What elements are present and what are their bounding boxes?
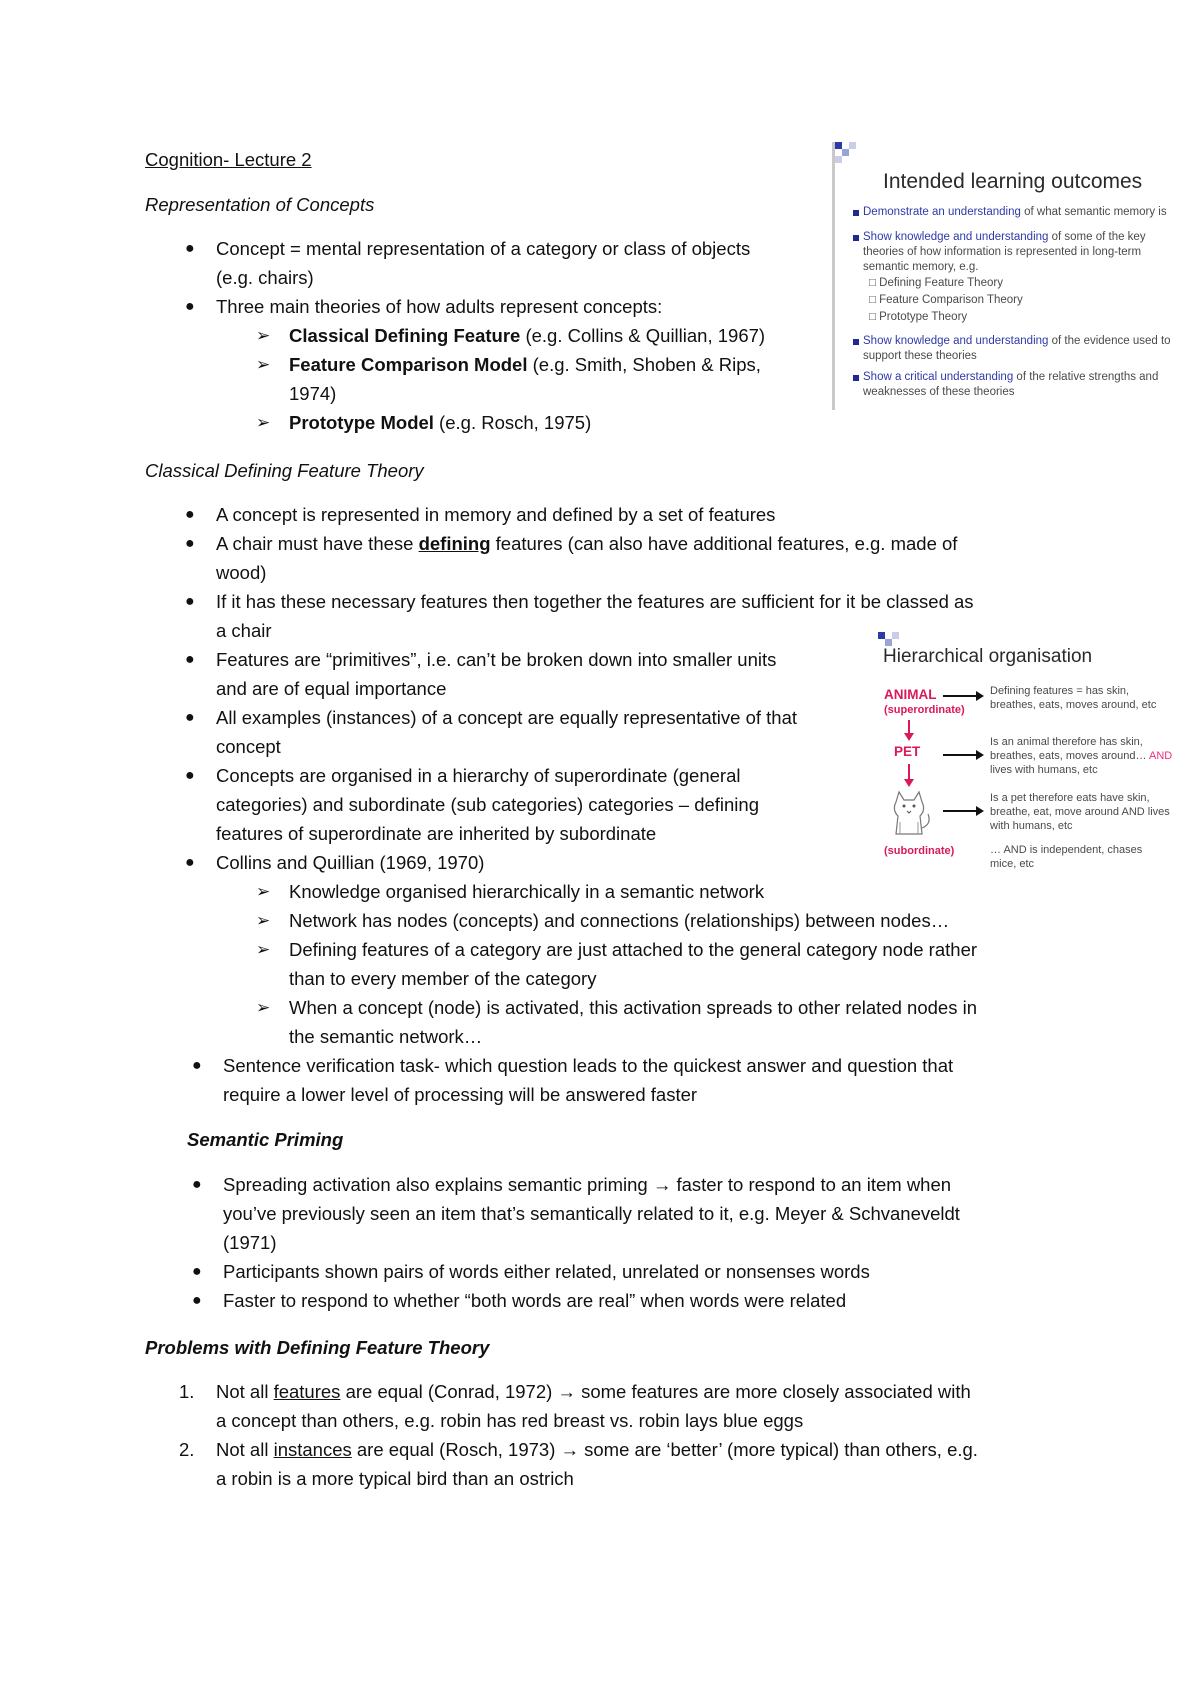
slide-description: breathes, eats, moves around… AND (990, 750, 1173, 762)
list-item: ● Spreading activation also explains semantic priming → faster to respond to an item when (192, 1174, 952, 1195)
list-item: ● A concept is represented in memory and defined by a set of features (185, 504, 776, 525)
slide-hierarchical-organisation (878, 632, 1196, 887)
slide-description: with humans, etc (990, 820, 1073, 832)
problems-list (179, 1377, 978, 1493)
slide-description: breathe, eat, move around AND lives (990, 806, 1170, 818)
slide-description: breathes, eats, moves around, etc (990, 699, 1157, 711)
slide-bullet-icon (853, 375, 859, 381)
down-arrow-icon (908, 764, 910, 780)
list-item: 1. Not all features are equal (Conrad, 1972) → some features are more closely associated with (179, 1381, 971, 1402)
slide-item: Show knowledge and understanding of the evidence used to (863, 335, 1171, 347)
list-item: 1974) (289, 383, 337, 404)
arrow-icon (943, 754, 977, 756)
slide-description: Is a pet therefore eats have skin, (990, 792, 1150, 804)
superordinate-label: (superordinate) (884, 704, 965, 716)
slide-item: Show knowledge and understanding of some of the key (863, 231, 1146, 243)
theory-list (256, 321, 766, 437)
list-item: require a lower level of processing will be answered faster (223, 1084, 698, 1105)
list-item: ● All examples (instances) of a concept are equally representative of that (185, 707, 798, 728)
slide-learning-outcomes (832, 142, 1197, 410)
slide-description: Is an animal therefore has skin, (990, 736, 1143, 748)
heading-priming: Semantic Priming (187, 1129, 344, 1150)
slide-description: lives with humans, etc (990, 764, 1098, 776)
list-item: ➢ Network has nodes (concepts) and connections (relationships) between nodes… (256, 910, 950, 931)
subordinate-label: (subordinate) (884, 845, 955, 857)
slide-title: Intended learning outcomes (883, 170, 1143, 193)
slide-decoration (849, 142, 856, 149)
slide-title: Hierarchical organisation (883, 646, 1093, 667)
slide-description: Defining features = has skin, (990, 685, 1130, 697)
list-item: 2. Not all instances are equal (Rosch, 1973) → some are ‘better’ (more typical) than others, e.g. (179, 1439, 978, 1460)
slide-item: Demonstrate an understanding of what semantic memory is (863, 206, 1167, 218)
arrow-icon (976, 750, 984, 760)
list-item: ➢ Classical Defining Feature (e.g. Collins & Quillian, 1967) (256, 325, 766, 346)
down-arrow-icon (908, 720, 910, 734)
arrow-icon (976, 806, 984, 816)
slide-description: mice, etc (990, 858, 1035, 870)
pet-label: PET (894, 744, 921, 759)
list-item: ● A chair must have these defining features (can also have additional features, e.g. made of (185, 533, 958, 554)
arrow-icon (943, 695, 977, 697)
heading-problems: Problems with Defining Feature Theory (145, 1337, 490, 1358)
collins-sublist (256, 877, 978, 1051)
list-item: ● If it has these necessary features then together the features are sufficient for it be classed as (185, 591, 974, 612)
slide-decoration (878, 632, 885, 639)
sentence-verification-bullet (192, 1051, 954, 1109)
list-item: ● Three main theories of how adults represent concepts: (185, 296, 663, 317)
slide-decoration (892, 632, 899, 639)
list-item: you’ve previously seen an item that’s semantically related to it, e.g. Meyer & Schvaneveldt (223, 1203, 960, 1224)
list-item: ● Features are “primitives”, i.e. can’t be broken down into smaller units (185, 649, 777, 670)
list-item: ● Participants shown pairs of words either related, unrelated or nonsenses words (192, 1261, 870, 1282)
list-item: ➢ Defining features of a category are just attached to the general category node rather (256, 939, 978, 960)
slide-item: semantic memory, e.g. (863, 261, 979, 273)
list-item: a chair (216, 620, 272, 641)
list-item: a robin is a more typical bird than an ostrich (216, 1468, 574, 1489)
list-item: ● Concept = mental representation of a category or class of objects (185, 238, 751, 259)
slide-item: weaknesses of these theories (863, 386, 1015, 398)
list-item: a concept than others, e.g. robin has red breast vs. robin lays blue eggs (216, 1410, 804, 1431)
list-item: ● Faster to respond to whether “both words are real” when words were related (192, 1290, 847, 1311)
slide-subitem: □ Prototype Theory (869, 311, 968, 323)
slide-item: support these theories (863, 350, 977, 362)
slide-decoration (885, 639, 892, 646)
cat-illustration (884, 788, 934, 840)
page-title: Cognition- Lecture 2 (145, 149, 312, 170)
down-arrow-icon (904, 733, 914, 741)
slide-description: … AND is independent, chases (990, 844, 1143, 856)
list-item: ● Sentence verification task- which question leads to the quickest answer and question that (192, 1055, 954, 1076)
arrow-icon (943, 810, 977, 812)
slide-item: theories of how information is represented in long-term (863, 246, 1142, 258)
down-arrow-icon (904, 779, 914, 787)
slide-decoration (835, 156, 842, 163)
list-item: ● Concepts are organised in a hierarchy of superordinate (general (185, 765, 741, 786)
slide-bullet-icon (853, 339, 859, 345)
classical-bullets (185, 500, 974, 877)
arrow-icon (976, 691, 984, 701)
slide-subitem: □ Feature Comparison Theory (869, 294, 1023, 306)
slide-decoration (842, 149, 849, 156)
heading-representation: Representation of Concepts (145, 194, 375, 215)
list-item: the semantic network… (289, 1026, 483, 1047)
list-item: ➢ Feature Comparison Model (e.g. Smith, Shoben & Rips, (256, 354, 761, 375)
list-item: categories) and subordinate (sub categories) categories – defining (216, 794, 759, 815)
list-item: (1971) (223, 1232, 277, 1253)
list-item: (e.g. chairs) (216, 267, 314, 288)
slide-item: Show a critical understanding of the relative strengths and (863, 371, 1159, 383)
slide-decoration (835, 142, 842, 149)
list-item: ➢ Prototype Model (e.g. Rosch, 1975) (256, 412, 592, 433)
list-item: and are of equal importance (216, 678, 447, 699)
list-item: ➢ Knowledge organised hierarchically in a semantic network (256, 881, 765, 902)
list-item: ➢ When a concept (node) is activated, this activation spreads to other related nodes in (256, 997, 977, 1018)
priming-bullets (192, 1170, 960, 1315)
list-item: wood) (216, 562, 267, 583)
list-item: ● Collins and Quillian (1969, 1970) (185, 852, 485, 873)
animal-label: ANIMAL (884, 687, 937, 702)
slide-bullet-icon (853, 235, 859, 241)
list-item: features of superordinate are inherited by subordinate (216, 823, 657, 844)
slide-bullet-icon (853, 210, 859, 216)
list-item: concept (216, 736, 281, 757)
representation-bullets (185, 234, 751, 321)
heading-classical: Classical Defining Feature Theory (145, 460, 424, 481)
slide-subitem: □ Defining Feature Theory (869, 277, 1003, 289)
list-item: than to every member of the category (289, 968, 597, 989)
